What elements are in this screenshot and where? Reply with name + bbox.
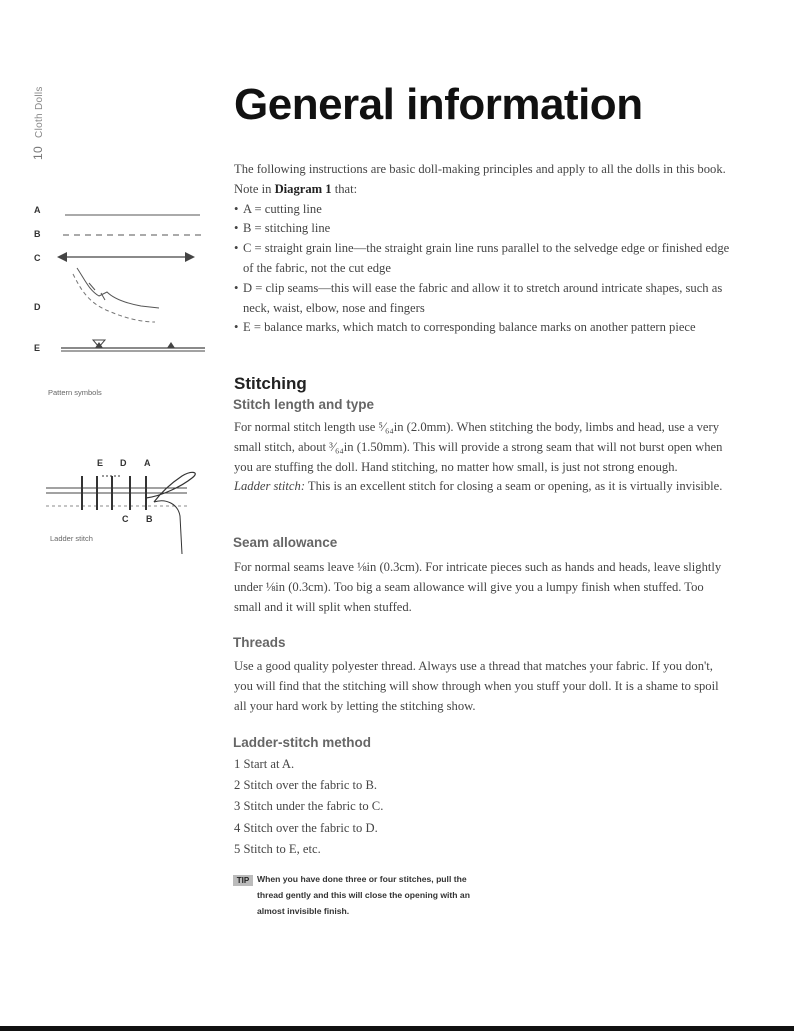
page-bottom-rule (0, 1026, 794, 1031)
list-item: • C = straight grain line—the straight grain line runs parallel to the selvedge edge or finished edge of the fabric, not the cut edge (234, 239, 734, 279)
list-item: 1 Start at A. (234, 757, 295, 771)
ladder-stitch-note (234, 477, 734, 497)
section-name: Cloth Dolls (34, 86, 45, 138)
seam-allowance-section (234, 558, 734, 617)
note-prefix: Note in (234, 181, 275, 196)
grain-arrow-left (57, 252, 67, 262)
symbol-list (234, 200, 734, 339)
stitch-length-paragraph: For normal stitch length use ⁵⁄₆₄in (2.0mm). When stitching the body, limbs and head, use a very small stitch, about ³⁄₆₄in (1.50mm). This will provide a strong seam that will not burst open when you are stuffing the doll. Hand stitching, no matter how small, is just not strong enough. (234, 420, 723, 474)
list-item: • D = clip seams—this will ease the fabric and allow it to stretch around intricate shapes, such as neck, waist, elbow, nose and fingers (234, 279, 734, 319)
symbol-label-b: B (34, 229, 41, 239)
ladder-stitch-diagram (42, 468, 202, 558)
thread-tail (154, 501, 182, 554)
symbol-label-e: E (34, 343, 41, 353)
balance-mark (167, 342, 175, 348)
ladder-label-c: C (122, 514, 129, 524)
stitching-heading: Stitching (234, 374, 307, 393)
list-item: 3 Stitch under the fabric to C. (234, 799, 384, 814)
intro-section (234, 160, 734, 338)
pattern-symbols-caption: Pattern symbols (48, 388, 102, 397)
tip-badge: TIP (233, 875, 253, 886)
symbol-label-a: A (34, 205, 41, 215)
note-diagram-ref: Diagram 1 (274, 181, 332, 196)
seam-allowance-paragraph: For normal seams leave ⅛in (0.3cm). For intricate pieces such as hands and heads, leave slightly under ⅛in (0.3cm). Too big a seam allowance will give you a lumpy finish when stuffed. Too small and it will split when stuffed. (234, 560, 722, 614)
page-number: 10 (31, 146, 45, 160)
grain-arrow-right (185, 252, 195, 262)
page-title: General information (234, 80, 643, 129)
pattern-symbols-diagram (55, 200, 215, 365)
ladder-stitch-text: This is an excellent stitch for closing a seam or opening, as it is virtually invisible. (305, 479, 723, 494)
threads-paragraph: Use a good quality polyester thread. Always use a thread that matches your fabric. If you don't, you will find that the stitching will show through when you stuff your doll. It is a shame to spoil all your hard work by letting the stitching show. (234, 659, 719, 713)
list-item: • A = cutting line (234, 200, 734, 220)
seam-allowance-heading: Seam allowance (233, 535, 338, 550)
ladder-stitch-caption: Ladder stitch (50, 534, 93, 543)
ladder-method-heading: Ladder-stitch method (233, 735, 372, 750)
ladder-label-d: D (120, 458, 127, 468)
ladder-method-steps (234, 754, 734, 860)
stitch-length-section (234, 418, 734, 497)
ladder-label-b: B (146, 514, 153, 524)
list-item: 2 Stitch over the fabric to B. (234, 778, 378, 793)
intro-paragraph: The following instructions are basic doll-making principles and apply to all the dolls in this book. (234, 162, 726, 176)
diagram-note (234, 180, 734, 200)
symbol-label-d: D (34, 302, 41, 312)
note-suffix: that: (331, 181, 358, 196)
symbol-label-c: C (34, 253, 41, 263)
clip-seam-cut (77, 268, 159, 308)
list-item: 5 Stitch to E, etc. (234, 841, 321, 856)
needle-thread (146, 472, 195, 502)
stitch-length-heading: Stitch length and type (233, 397, 375, 412)
ladder-label-a: A (144, 458, 151, 468)
threads-section (234, 657, 734, 716)
tip-text: When you have done three or four stitches, pull the thread gently and this will close the opening with an almost invisible finish. (257, 874, 470, 916)
list-item: • B = stitching line (234, 219, 734, 239)
running-header (31, 86, 45, 160)
list-item: • E = balance marks, which match to corresponding balance marks on another pattern piece (234, 318, 734, 338)
threads-heading: Threads (233, 635, 286, 650)
ladder-label-e: E (97, 458, 104, 468)
list-item: 4 Stitch over the fabric to D. (234, 820, 378, 835)
ladder-stitch-label: Ladder stitch: (234, 479, 306, 494)
